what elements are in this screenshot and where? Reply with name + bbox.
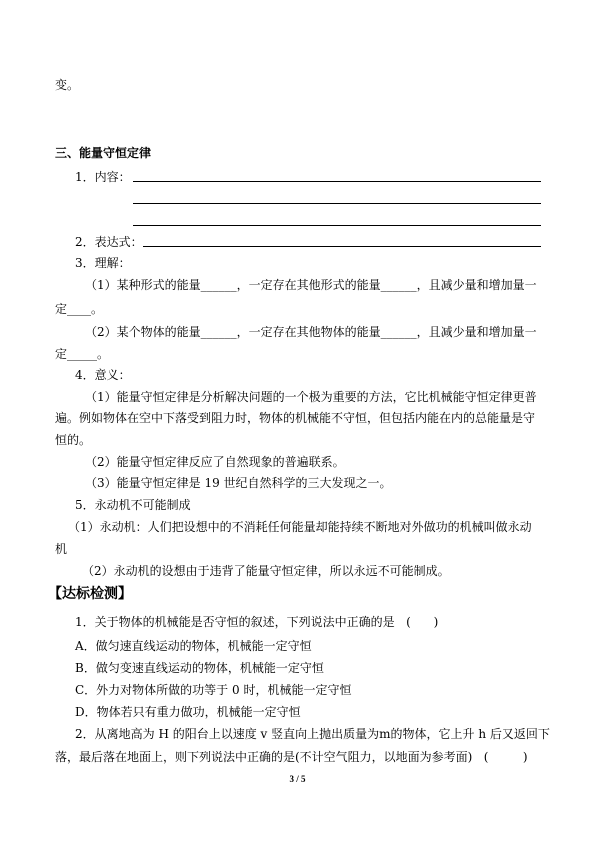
question-1-option-b: B．做匀变速直线运动的物体，机械能一定守恒 (75, 661, 324, 675)
exercise-heading: 【达标检测】 (48, 586, 132, 602)
understanding-item-2-line-1: （2）某个物体的能量______，一定存在其他物体的能量______，且减少量和增加量一 (85, 325, 537, 339)
expression-answer-line (143, 246, 541, 247)
question-1-option-c: C．外力对物体所做的功等于 0 时，机械能一定守恒 (75, 683, 352, 697)
significance-item-1-line-1: （1）能量守恒定律是分析解决问题的一个极为重要的方法，它比机械能守恒定律更普 (85, 390, 537, 404)
content-label: 1．内容： (75, 170, 131, 184)
significance-item-3: （3）能量守恒定律是 19 世纪自然科学的三大发现之一。 (85, 476, 392, 490)
content-answer-line-3 (133, 225, 541, 226)
question-1-option-d: D．物体若只有重力做功，机械能一定守恒 (75, 705, 301, 719)
perpetual-motion-label: 5．永动机不可能制成 (75, 498, 191, 512)
section-heading: 三、能量守恒定律 (55, 146, 152, 160)
previous-paragraph-tail: 变。 (55, 78, 80, 92)
question-1-option-a: A．做匀速直线运动的物体，机械能一定守恒 (75, 639, 312, 653)
significance-label: 4．意义： (75, 368, 131, 382)
question-1-stem: 1．关于物体的机械能是否守恒的叙述，下列说法中正确的是 ( ) (75, 615, 439, 629)
question-2-stem-line-1: 2．从离地高为 H 的阳台上以速度 v 竖直向上抛出质量为m的物体，它上升 h 后又返回下 (75, 727, 550, 741)
content-answer-line-1 (133, 181, 541, 182)
understanding-item-1-line-1: （1）某种形式的能量______，一定存在其他形式的能量______，且减少量和增加量一 (85, 278, 537, 292)
significance-item-1-line-2: 遍。例如物体在空中下落受到阻力时，物体的机械能不守恒，但包括内能在内的总能量是守 (55, 411, 536, 425)
significance-item-1-line-3: 恒的。 (55, 433, 92, 447)
understanding-label: 3．理解： (75, 256, 131, 270)
perpetual-motion-item-1-line-2: 机 (55, 542, 68, 556)
understanding-item-1-line-2: 定____。 (55, 302, 104, 316)
perpetual-motion-item-1-line-1: （1）永动机：人们把设想中的不消耗任何能量却能持续不断地对外做功的机械叫做永动 (68, 520, 532, 534)
content-answer-line-2 (133, 203, 541, 204)
question-2-stem-line-2: 落，最后落在地面上，则下列说法中正确的是(不计空气阻力，以地面为参考面) ( ) (55, 750, 528, 764)
page-number: 3 / 5 (289, 774, 306, 784)
expression-label: 2．表达式： (75, 235, 143, 249)
understanding-item-2-line-2: 定_____。 (55, 347, 110, 361)
significance-item-2: （2）能量守恒定律反应了自然现象的普遍联系。 (85, 455, 345, 469)
perpetual-motion-item-2: （2）永动机的设想由于违背了能量守恒定律，所以永远不可能制成。 (82, 564, 450, 578)
